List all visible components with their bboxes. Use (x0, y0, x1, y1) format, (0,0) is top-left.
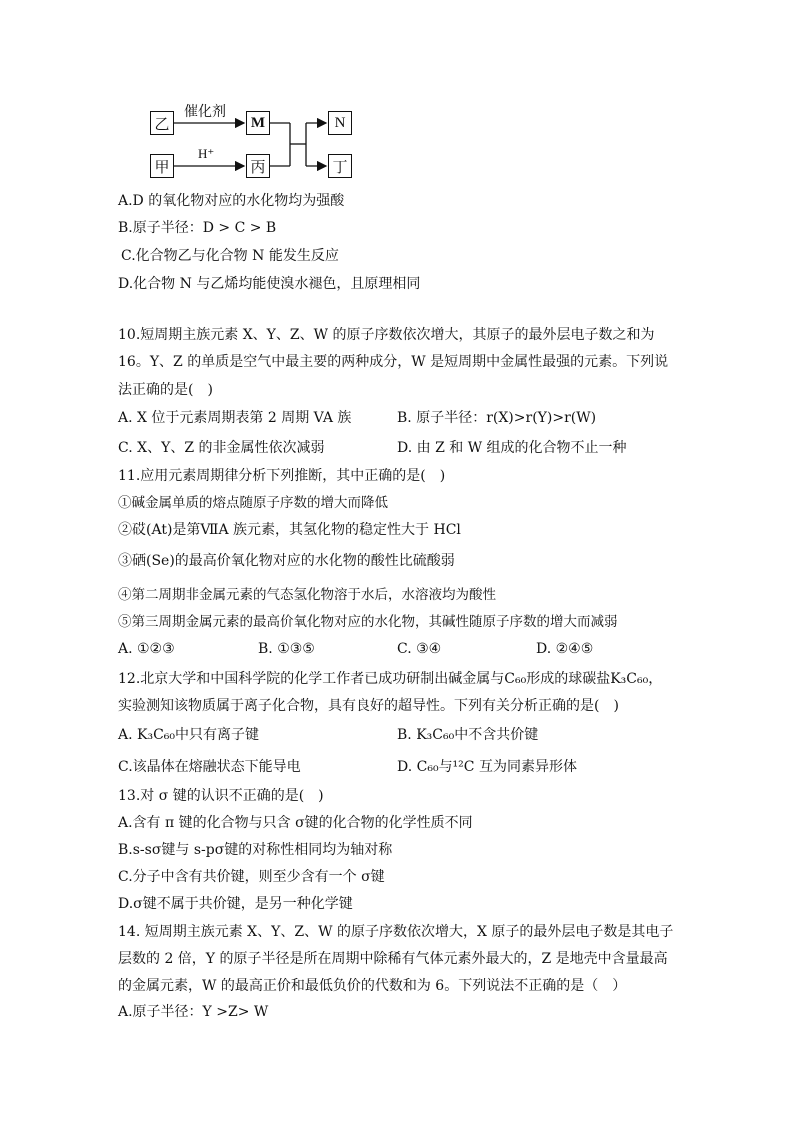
q14-option-a: A.原子半径：Y >Z> W (118, 1004, 269, 1020)
q13-option-d: D.σ键不属于共价键，是另一种化学键 (118, 896, 353, 912)
box-m: M (246, 111, 270, 135)
q10-stem-line3: 法正确的是( ) (118, 382, 213, 398)
q10-stem-line1: 10.短周期主族元素 X、Y、Z、W 的原子序数依次增大，其原子的最外层电子数之和为 (118, 327, 655, 343)
q14-stem-line3: 的金属元素，W 的最高正价和最低负价的代数和为 6。下列说法不正确的是（ ） (118, 978, 627, 994)
q9-option-d: D.化合物 N 与乙烯均能使溴水褪色，且原理相同 (118, 276, 421, 292)
q11-statement-2: ②砹(At)是第ⅦA 族元素，其氢化物的稳定性大于 HCl (118, 522, 461, 538)
q12-stem-line1: 12.北京大学和中国科学院的化学工作者已成功研制出碱金属与C₆₀形成的球碳盐K₃C₆₀， (118, 671, 663, 687)
box-jia: 甲 (150, 154, 174, 178)
q10-option-a: A. X 位于元素周期表第 2 周期 VA 族 (118, 410, 352, 426)
box-yi: 乙 (150, 111, 174, 135)
q9-option-c: C.化合物乙与化合物 N 能发生反应 (121, 248, 339, 264)
q12-stem-line2: 实验测知该物质属于离子化合物，具有良好的超导性。下列有关分析正确的是( ) (118, 698, 619, 714)
q13-option-c: C.分子中含有共价键，则至少含有一个 σ键 (118, 869, 385, 885)
q11-statement-1: ①碱金属单质的熔点随原子序数的增大而降低 (118, 495, 388, 511)
q11-stem: 11.应用元素周期律分析下列推断，其中正确的是( ) (118, 468, 446, 484)
q13-option-b: B.s-sσ键与 s-pσ键的对称性相同均为轴对称 (118, 842, 393, 858)
q10-stem-line2: 16。Y、Z 的单质是空气中最主要的两种成分，W 是短周期中金属性最强的元素。下列说 (118, 354, 669, 370)
q11-option-a: A. ①②③ (118, 641, 175, 657)
box-ding: 丁 (328, 154, 352, 178)
q9-option-a: A.D 的氧化物对应的水化物均为强酸 (118, 193, 345, 209)
q14-stem-line1: 14. 短周期主族元素 X、Y、Z、W 的原子序数依次增大，X 原子的最外层电子数是其电子 (118, 924, 674, 940)
q12-option-b: B. K₃C₆₀中不含共价键 (397, 727, 539, 743)
label-h-plus: H⁺ (198, 146, 215, 161)
q11-option-d: D. ②④⑤ (536, 641, 594, 657)
box-n: N (328, 111, 352, 135)
box-bing: 丙 (246, 154, 270, 178)
label-catalyst: 催化剂 (184, 104, 226, 120)
q10-option-b: B. 原子半径：r(X)>r(Y)>r(W) (397, 410, 597, 426)
q11-option-c: C. ③④ (397, 641, 442, 657)
q10-option-d: D. 由 Z 和 W 组成的化合物不止一种 (397, 440, 627, 456)
q14-stem-line2: 层数的 2 倍，Y 的原子半径是所在周期中除稀有气体元素外最大的，Z 是地壳中含量最高 (118, 951, 668, 967)
q11-statement-4: ④第二周期非金属元素的气态氢化物溶于水后，水溶液均为酸性 (118, 587, 496, 603)
q12-option-d: D. C₆₀与¹²C 互为同素异形体 (397, 759, 577, 775)
q10-option-c: C. X、Y、Z 的非金属性依次减弱 (118, 440, 325, 456)
q11-statement-5: ⑤第三周期金属元素的最高价氧化物对应的水化物，其碱性随原子序数的增大而减弱 (118, 614, 618, 630)
q11-option-b: B. ①③⑤ (258, 641, 315, 657)
q11-statement-3: ③硒(Se)的最高价氧化物对应的水化物的酸性比硫酸弱 (118, 553, 455, 569)
q13-stem: 13.对 σ 键的认识不正确的是( ) (118, 788, 324, 804)
q13-option-a: A.含有 π 键的化合物与只含 σ键的化合物的化学性质不同 (118, 815, 473, 831)
reaction-diagram (140, 100, 380, 190)
q12-option-a: A. K₃C₆₀中只有离子键 (118, 727, 260, 743)
q12-option-c: C.该晶体在熔融状态下能导电 (118, 759, 301, 775)
q9-option-b: B.原子半径：D > C > B (118, 220, 277, 236)
